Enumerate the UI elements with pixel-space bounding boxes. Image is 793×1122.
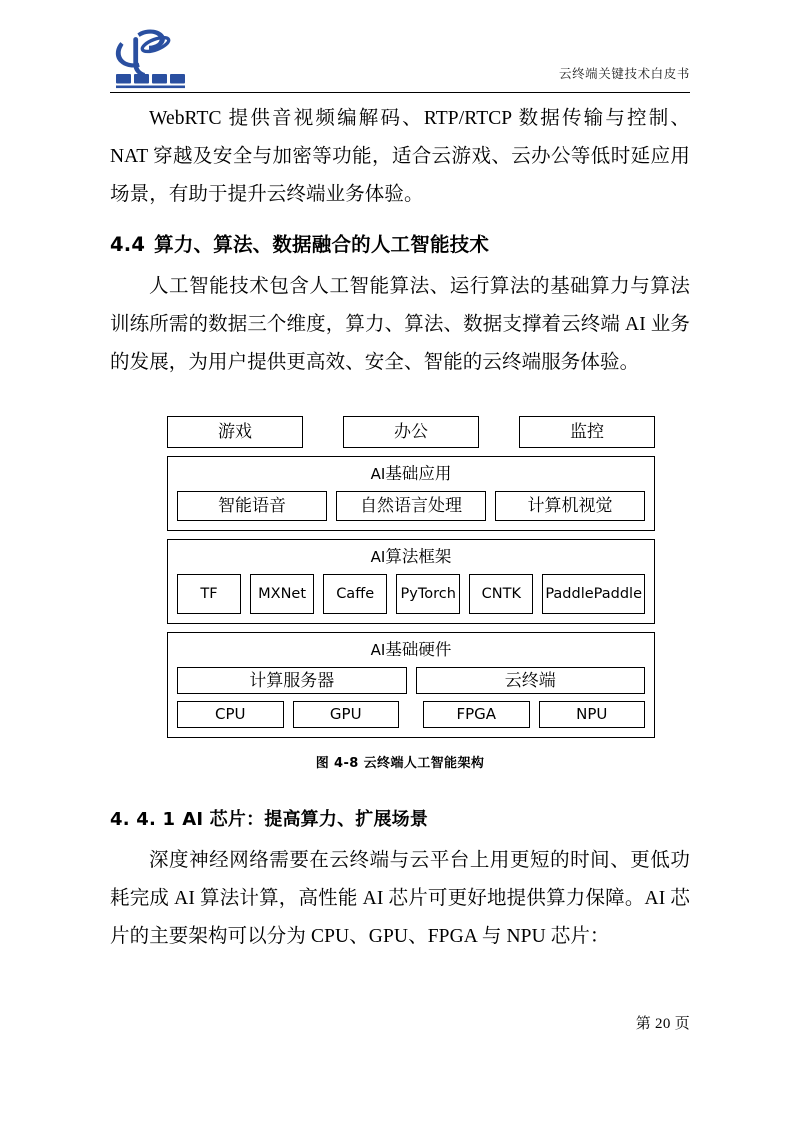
layer-ai-frameworks <box>167 539 655 624</box>
app-box-nlp: 自然语言处理 <box>336 491 486 521</box>
section-title: 算力、算法、数据融合的人工智能技术 <box>154 233 490 256</box>
app-box-vision: 计算机视觉 <box>495 491 645 521</box>
hardware-chip-row <box>177 701 645 728</box>
framework-box-tf: TF <box>177 574 241 614</box>
hardware-box-compute-server: 计算服务器 <box>177 667 407 694</box>
hardware-box-cloud-terminal: 云终端 <box>416 667 646 694</box>
scenario-box-game: 游戏 <box>167 416 303 448</box>
subsection-title: AI 芯片：提高算力、扩展场景 <box>182 809 429 830</box>
scenario-box-office: 办公 <box>343 416 479 448</box>
chip-box-fpga: FPGA <box>423 701 530 728</box>
page-header <box>110 22 690 92</box>
layer-title-ai-hardware <box>177 639 645 661</box>
chip-box-npu: NPU <box>539 701 646 728</box>
paragraph-webrtc: WebRTC 提供音视频编解码、RTP/RTCP 数据传输与控制、NAT 穿越及安全与加密等功能，适合云游戏、云办公等低时延应用场景，有助于提升云终端业务体验。 <box>110 108 690 205</box>
layer-title-cn: 基础硬件 <box>385 640 452 659</box>
framework-box-caffe: Caffe <box>323 574 387 614</box>
app-items-row <box>177 491 645 521</box>
layer-title-ai-applications <box>177 463 645 485</box>
page-content-top <box>110 100 690 382</box>
hardware-platform-row <box>177 667 645 694</box>
subsection-number: 4. 4. 1 <box>110 809 176 830</box>
chip-box-gpu: GPU <box>293 701 400 728</box>
framework-box-paddlepaddle: PaddlePaddle <box>542 574 645 614</box>
layer-ai-hardware <box>167 632 655 738</box>
framework-box-cntk: CNTK <box>469 574 533 614</box>
chip-row-spacer <box>408 701 414 728</box>
paragraph-ai-chip: 深度神经网络需要在云终端与云平台上用更短的时间、更低功耗完成 AI 算法计算，高性能 AI 芯片可更好地提供算力保障。AI 芯片的主要架构可以分为 CPU、GPU、FPGA 与 NPU 芯片： <box>110 850 690 947</box>
scenario-row <box>167 416 655 448</box>
app-box-speech: 智能语音 <box>177 491 327 521</box>
section-heading-4-4-1 <box>110 804 690 836</box>
chip-box-cpu: CPU <box>177 701 284 728</box>
layer-title-cn: 算法框架 <box>385 547 452 566</box>
framework-box-mxnet: MXNet <box>250 574 314 614</box>
layer-title-prefix: AI <box>370 465 386 483</box>
figure-caption: 图 4-8 云终端人工智能架构 <box>315 756 485 771</box>
framework-items-row <box>177 574 645 614</box>
section-number: 4.4 <box>110 233 146 256</box>
layer-ai-applications <box>167 456 655 531</box>
paragraph-ai-overview: 人工智能技术包含人工智能算法、运行算法的基础算力与算法训练所需的数据三个维度，算力、算法、数据支撑着云终端 AI 业务的发展，为用户提供更高效、安全、智能的云终端服务体验。 <box>110 276 690 373</box>
scenario-box-surveillance: 监控 <box>519 416 655 448</box>
layer-title-prefix: AI <box>370 641 386 659</box>
layer-title-prefix: AI <box>370 548 386 566</box>
china-telecom-logo <box>110 24 202 90</box>
framework-box-pytorch: PyTorch <box>396 574 460 614</box>
section-heading-4-4 <box>110 228 690 262</box>
page-content-bottom <box>110 788 690 956</box>
layer-title-ai-frameworks <box>177 546 645 568</box>
page-number: 第 20 页 <box>635 1016 690 1032</box>
layer-title-cn: 基础应用 <box>385 464 452 483</box>
header-divider <box>110 92 690 93</box>
header-title: 云终端关键技术白皮书 <box>558 66 690 81</box>
figure-ai-architecture <box>167 416 655 738</box>
